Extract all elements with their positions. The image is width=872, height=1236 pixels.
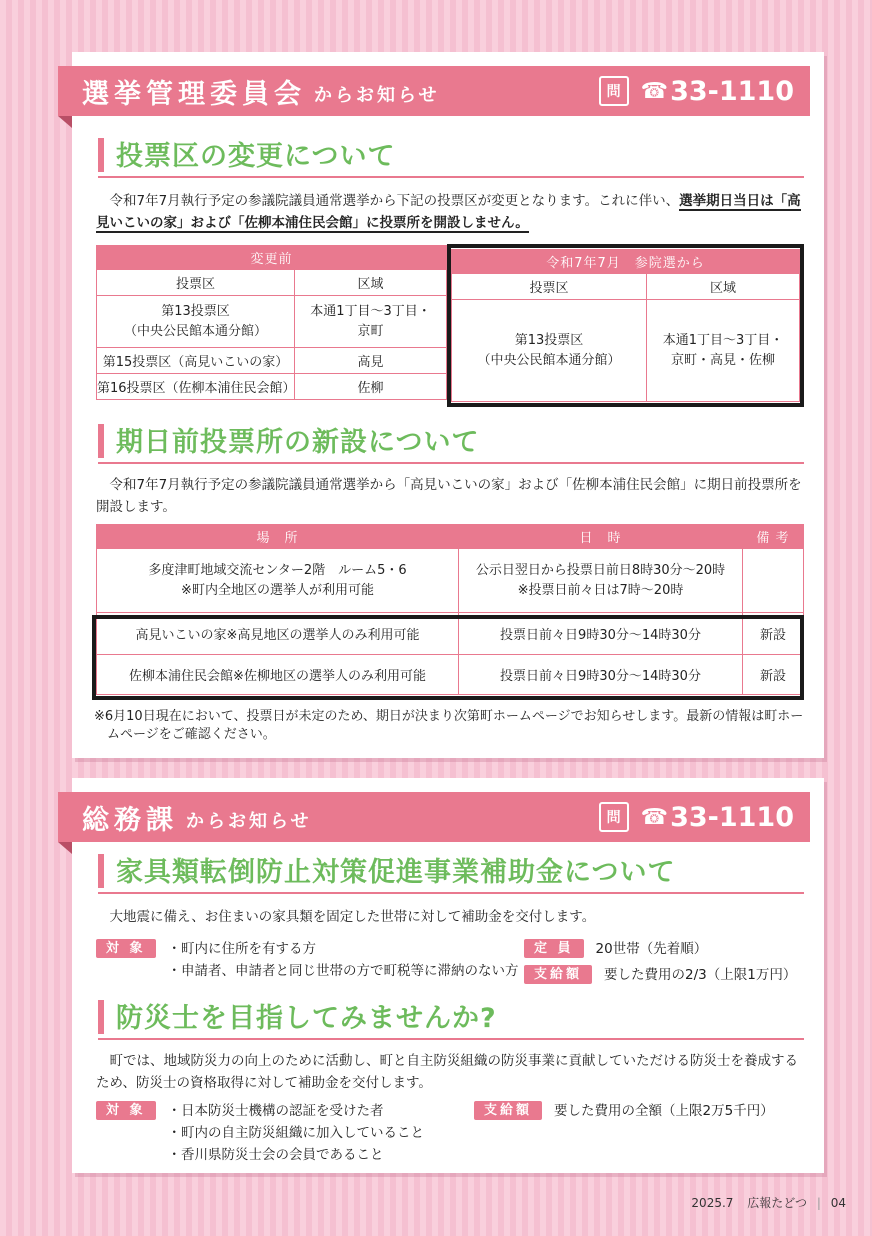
precinct-change-paragraph bbox=[96, 190, 806, 234]
after-change-table bbox=[451, 249, 800, 402]
bousai-amount: 要した費用の全額（上限2万5千円） bbox=[554, 1103, 774, 1119]
general-header-bar bbox=[58, 792, 810, 842]
after-header: 令和7年7月 参院選から bbox=[452, 250, 800, 274]
election-contact bbox=[599, 76, 794, 107]
phone-icon: ☎ bbox=[640, 804, 669, 830]
early-row-2-datetime: 投票日前々日9時30分～14時30分 bbox=[459, 613, 743, 655]
tag-capacity: 定 員 bbox=[524, 939, 584, 958]
furniture-capacity-block bbox=[524, 938, 707, 960]
general-affairs-card bbox=[72, 778, 824, 1173]
before-row-3-area: 佐柳 bbox=[295, 374, 447, 400]
early-row-3-place: 佐柳本浦住民会館※佐柳地区の選挙人のみ利用可能 bbox=[97, 655, 459, 695]
general-bar-subtitle: からお知らせ bbox=[186, 811, 312, 832]
page-footer bbox=[691, 1194, 846, 1211]
before-row-1-area: 本通1丁目～3丁目・ 京町 bbox=[295, 296, 447, 348]
early-row-2-place: 高見いこいの家※高見地区の選挙人のみ利用可能 bbox=[97, 613, 459, 655]
before-row-3-district: 第16投票区（佐柳本浦住民会館） bbox=[97, 374, 295, 400]
footer-separator: | bbox=[816, 1196, 821, 1210]
before-row-2-area: 高見 bbox=[295, 348, 447, 374]
election-card bbox=[72, 52, 824, 758]
election-bar-title: 選挙管理委員会 bbox=[82, 78, 306, 110]
early-voting-table bbox=[96, 524, 804, 695]
tag-amount: 支給額 bbox=[524, 965, 592, 984]
furniture-target-block bbox=[96, 938, 519, 982]
furniture-paragraph: 大地震に備え、お住まいの家具類を固定した世帯に対して補助金を交付します。 bbox=[109, 909, 596, 925]
furniture-target-1: ・町内に住所を有する方 bbox=[167, 941, 317, 957]
before-col-area: 区域 bbox=[295, 270, 447, 296]
footer-date: 2025.7 bbox=[691, 1196, 734, 1210]
after-row-district: 第13投票区 （中央公民館本通分館） bbox=[452, 300, 647, 402]
after-col-area: 区域 bbox=[647, 274, 800, 300]
early-row-3-datetime: 投票日前々日9時30分～14時30分 bbox=[459, 655, 743, 695]
after-col-district: 投票区 bbox=[452, 274, 647, 300]
heading-bousai-text: 防災士を目指してみませんか? bbox=[116, 1003, 497, 1034]
furniture-amount: 要した費用の2/3（上限1万円） bbox=[604, 967, 797, 983]
early-voting-paragraph: 令和7年7月執行予定の参議院議員通常選挙から「高見いこいの家」および「佐柳本浦住民会館」に期日前投票所を開設します。 bbox=[96, 477, 802, 515]
early-voting-footnote: ※6月10日現在において、投票日が未定のため、期日が決まり次第町ホームページでお知らせします。最新の情報は町ホームページをご確認ください。 bbox=[94, 709, 804, 742]
bousai-paragraph: 町では、地域防災力の向上のために活動し、町と自主防災組織の防災事業に貢献していただける防災士を養成するため、防災士の資格取得に対して補助金を交付します。 bbox=[96, 1053, 798, 1091]
heading-early-voting bbox=[98, 420, 804, 464]
election-bar-subtitle: からお知らせ bbox=[314, 85, 440, 106]
heading-precinct-change-text: 投票区の変更について bbox=[116, 141, 396, 172]
tag-target: 対 象 bbox=[96, 1101, 156, 1120]
bousai-target-1: ・日本防災士機構の認証を受けた者 bbox=[167, 1103, 384, 1119]
heading-early-voting-text: 期日前投票所の新設について bbox=[116, 427, 480, 458]
early-row-1-datetime: 公示日翌日から投票日前日8時30分～20時 ※投票日前々日は7時～20時 bbox=[459, 549, 743, 613]
election-phone-number: 33-1110 bbox=[670, 75, 794, 107]
furniture-amount-block bbox=[524, 964, 796, 986]
heading-bousai bbox=[98, 996, 804, 1040]
bousai-target-2: ・町内の自主防災組織に加入していること bbox=[167, 1125, 425, 1141]
precinct-change-emphasis: 選挙期日当日は「高見いこいの家」および「佐柳本浦住民会館」に投票所を開設しません。 bbox=[96, 193, 801, 231]
before-row-1-district: 第13投票区 （中央公民館本通分館） bbox=[97, 296, 295, 348]
furniture-target-2: ・申請者、申請者と同じ世帯の方で町税等に滞納のない方 bbox=[167, 963, 519, 979]
precinct-change-text: 令和7年7月執行予定の参議院議員通常選挙から下記の投票区が変更となります。これに伴い、 bbox=[109, 193, 680, 209]
bousai-target-3: ・香川県防災士会の会員であること bbox=[167, 1147, 384, 1163]
heading-furniture-subsidy-text: 家具類転倒防止対策促進事業補助金について bbox=[116, 857, 676, 888]
early-row-2-note: 新設 bbox=[743, 613, 804, 655]
col-datetime: 日 時 bbox=[459, 525, 743, 549]
heading-precinct-change bbox=[98, 134, 804, 178]
tag-target: 対 象 bbox=[96, 939, 156, 958]
col-note: 備 考 bbox=[743, 525, 804, 549]
col-place: 場 所 bbox=[97, 525, 459, 549]
footer-publication: 広報たどつ bbox=[747, 1196, 808, 1210]
furniture-capacity: 20世帯（先着順） bbox=[595, 941, 708, 957]
phone-icon: ☎ bbox=[640, 78, 669, 104]
general-bar-title: 総務課 bbox=[82, 804, 178, 836]
before-col-district: 投票区 bbox=[97, 270, 295, 296]
early-row-1-place: 多度津町地域交流センター2階 ルーム5・6 ※町内全地区の選挙人が利用可能 bbox=[97, 549, 459, 613]
before-header: 変更前 bbox=[97, 246, 447, 270]
general-contact bbox=[599, 802, 794, 833]
inquiry-icon: 問 bbox=[599, 802, 629, 832]
inquiry-icon: 問 bbox=[599, 76, 629, 106]
before-change-table bbox=[96, 245, 447, 400]
bousai-amount-block bbox=[474, 1100, 774, 1122]
after-row-area: 本通1丁目～3丁目・ 京町・高見・佐柳 bbox=[647, 300, 800, 402]
heading-furniture-subsidy bbox=[98, 850, 804, 894]
before-row-2-district: 第15投票区（高見いこいの家） bbox=[97, 348, 295, 374]
footer-page: 04 bbox=[830, 1196, 846, 1210]
early-row-3-note: 新設 bbox=[743, 655, 804, 695]
bousai-target-block bbox=[96, 1100, 424, 1166]
general-phone-number: 33-1110 bbox=[670, 801, 794, 833]
tag-amount: 支給額 bbox=[474, 1101, 542, 1120]
early-row-1-note bbox=[743, 549, 804, 613]
election-header-bar bbox=[58, 66, 810, 116]
